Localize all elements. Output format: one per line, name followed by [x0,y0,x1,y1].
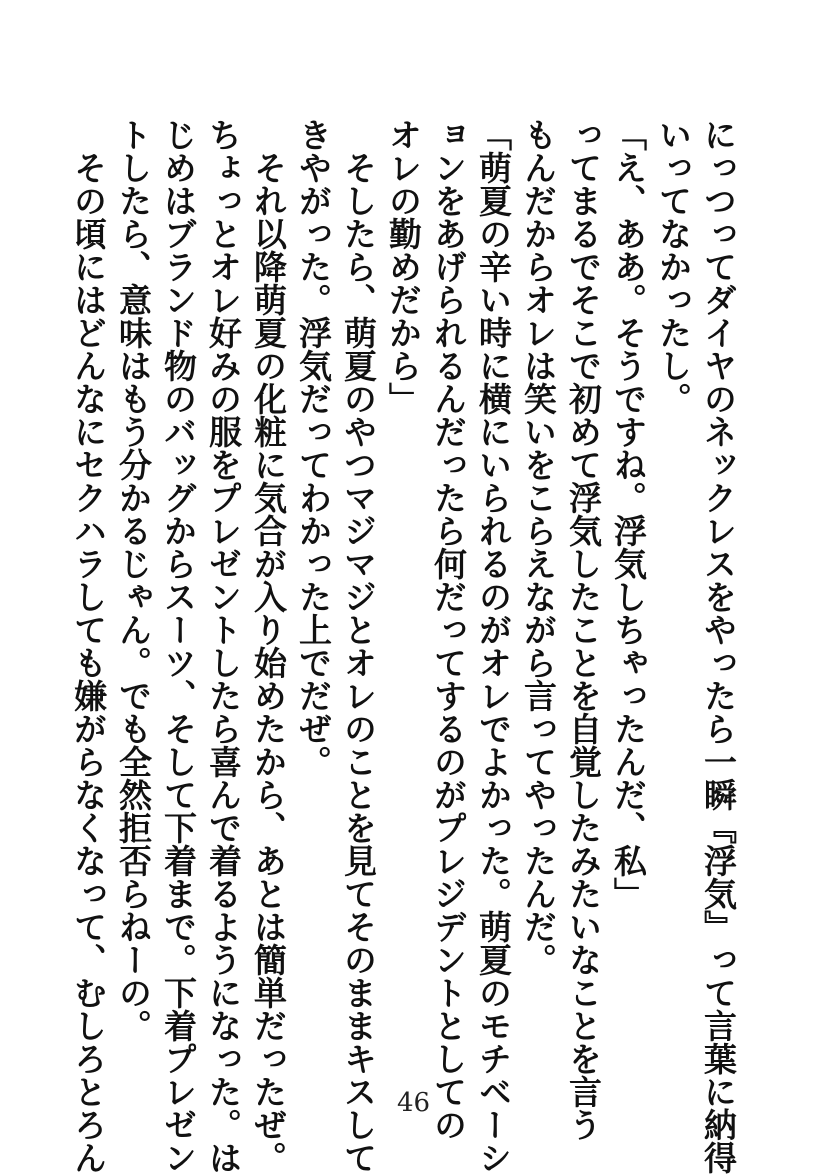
text-line: オレの勤めだから」 [384,118,423,415]
text-line: きやがった。浮気だってわかった上でだぜ。 [294,118,333,778]
text-line: ってまるでそこで初めて浮気したことを自覚したみたいなことを言う [564,118,603,1141]
text-line: その頃にはどんなにセクハラしても嫌がらなくなって、むしろとろん [69,118,108,1174]
text-line: じめはブランド物のバッグからスーツ、そして下着まで。下着プレゼン [159,118,198,1174]
text-line: ョンをあげられるんだったら何だってするのがプレジデントとしての [429,118,468,1141]
text-line: トしたら、意味はもう分かるじゃん。でも全然拒否らねーの。 [114,118,153,1042]
text-line: そしたら、萌夏のやつマジマジとオレのことを見てそのままキスして [339,118,378,1174]
text-line: 「萌夏の辛い時に横にいられるのがオレでよかった。萌夏のモチベーシ [474,118,513,1174]
text-line: もんだからオレは笑いをこらえながら言ってやったんだ。 [519,118,558,976]
text-line: いってなかったし。 [654,118,693,415]
text-line: ちょっとオレ好みの服をプレゼントしたら喜んで着るようになった。は [204,118,243,1174]
text-line: それ以降萌夏の化粧に気合が入り始めたから、あとは簡単だったぜ。 [249,118,288,1174]
page-number: 46 [396,1088,431,1118]
text-line: 「え、ああ。そうですね。浮気しちゃったんだ、私」 [609,118,648,910]
text-line: にっつってダイヤのネックレスをやったら一瞬『浮気』って言葉に納得 [699,118,738,1174]
